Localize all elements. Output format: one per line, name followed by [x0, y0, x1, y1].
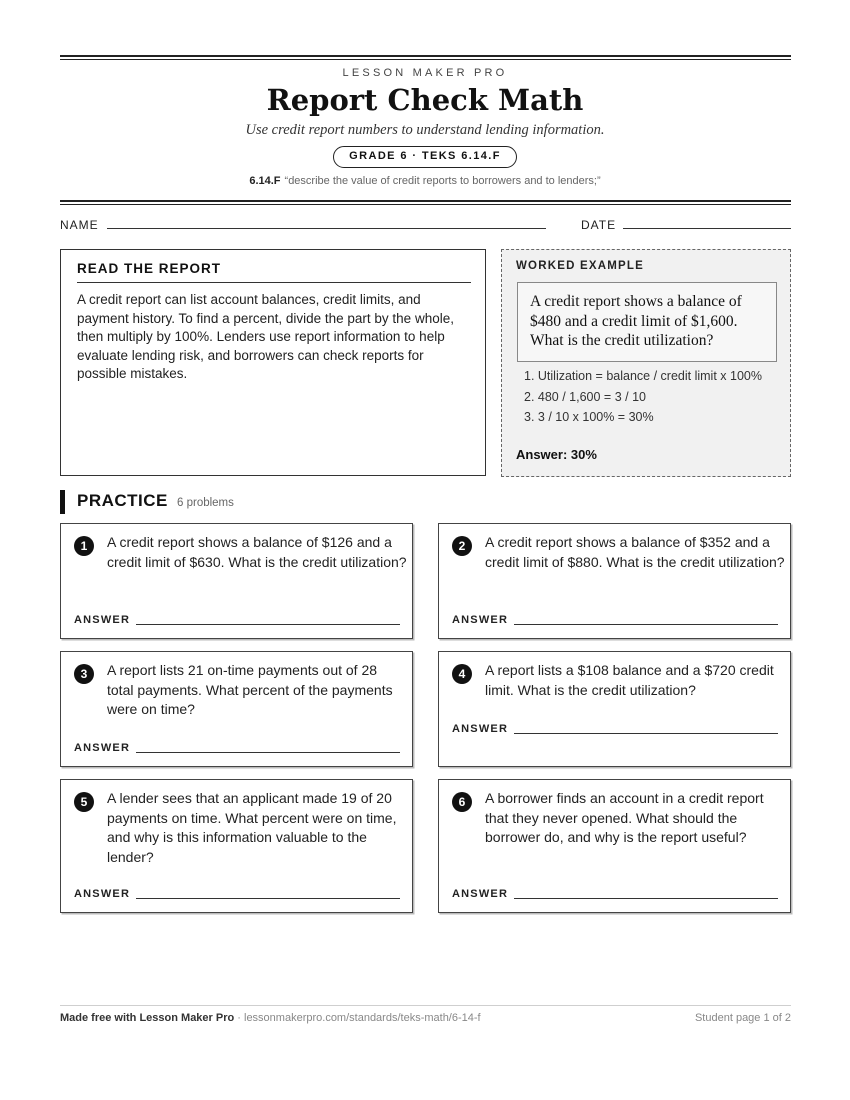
- name-field[interactable]: [107, 228, 546, 229]
- answer-field[interactable]: [514, 733, 778, 734]
- example-step: 2. 480 / 1,600 = 3 / 10: [524, 389, 646, 404]
- date-field[interactable]: [623, 228, 791, 229]
- footer-credit: [60, 1012, 481, 1024]
- answer-label: ANSWER: [74, 888, 131, 900]
- example-step: 3. 3 / 10 x 100% = 30%: [524, 410, 654, 424]
- problem-number: 4: [452, 664, 472, 684]
- practice-count: 6 problems: [177, 497, 234, 509]
- standard-code: 6.14.F: [249, 175, 281, 187]
- problem-text: A borrower finds an account in a credit report that they never opened. What should the borrower do, and why is the report useful?: [485, 790, 764, 845]
- footer-rule: [60, 1005, 791, 1006]
- problem-text: A credit report shows a balance of $126 and a credit limit of $630. What is the credit utilization?: [107, 534, 407, 570]
- example-steps: [524, 368, 774, 430]
- top-double-rule: [60, 55, 791, 60]
- answer-label: ANSWER: [452, 723, 509, 735]
- example-step: 1. Utilization = balance / credit limit x 100%: [524, 369, 762, 383]
- footer-made-by: Made free with Lesson Maker Pro: [60, 1012, 235, 1024]
- answer-field[interactable]: [136, 898, 400, 899]
- answer-field[interactable]: [514, 898, 778, 899]
- problem-number: 2: [452, 536, 472, 556]
- problem-card-6: [438, 779, 791, 913]
- answer-label: ANSWER: [452, 614, 509, 626]
- name-label: NAME: [60, 218, 99, 232]
- answer-field[interactable]: [136, 752, 400, 753]
- read-title: READ THE REPORT: [77, 261, 471, 283]
- problem-card-5: [60, 779, 413, 913]
- answer-field[interactable]: [514, 624, 778, 625]
- problem-number: 5: [74, 792, 94, 812]
- answer-label: ANSWER: [74, 614, 131, 626]
- problem-number: 3: [74, 664, 94, 684]
- page-title: Report Check Math: [266, 83, 584, 117]
- answer-label: ANSWER: [452, 888, 509, 900]
- read-the-report-box: [60, 249, 486, 476]
- problem-card-1: [60, 523, 413, 639]
- read-text: A credit report can list account balances, credit limits, and payment history. To find a percent, divide the part by the whole, then multiply by 100%. Lenders use report information to help evaluate lending risk, and borrowers can check reports for possible mistakes.: [77, 292, 454, 381]
- brand-name: LESSON MAKER PRO: [342, 67, 508, 79]
- practice-accent-bar: [60, 490, 65, 514]
- example-problem: A credit report shows a balance of $480 and a credit limit of $1,600. What is the credit utilization?: [517, 282, 777, 362]
- footer-page-number: Student page 1 of 2: [694, 1012, 791, 1024]
- standard-line: [0, 175, 850, 187]
- problem-text: A report lists a $108 balance and a $720 credit limit. What is the credit utilization?: [485, 662, 774, 698]
- practice-title: PRACTICE: [77, 491, 168, 510]
- problem-card-4: [438, 651, 791, 767]
- problem-number: 1: [74, 536, 94, 556]
- answer-label: ANSWER: [74, 742, 131, 754]
- problem-text: A lender sees that an applicant made 19 of 20 payments on time. What percent were on time, and why is this information valuable to the lender?: [107, 790, 397, 865]
- footer-url[interactable]: · lessonmakerpro.com/standards/teks-math/6-14-f: [237, 1012, 481, 1024]
- example-answer: Answer: 30%: [516, 447, 597, 462]
- page-subtitle: Use credit report numbers to understand lending information.: [245, 122, 605, 138]
- date-label: DATE: [581, 218, 617, 232]
- grade-badge: GRADE 6 · TEKS 6.14.F: [333, 146, 517, 168]
- standard-text: “describe the value of credit reports to borrowers and to lenders;”: [284, 175, 601, 187]
- worked-example-box: [501, 249, 791, 477]
- problem-card-3: [60, 651, 413, 767]
- example-title: WORKED EXAMPLE: [516, 260, 644, 272]
- problem-card-2: [438, 523, 791, 639]
- problem-text: A credit report shows a balance of $352 and a credit limit of $880. What is the credit utilization?: [485, 534, 785, 570]
- header-bottom-double-rule: [60, 200, 791, 205]
- problem-number: 6: [452, 792, 472, 812]
- answer-field[interactable]: [136, 624, 400, 625]
- problem-text: A report lists 21 on-time payments out of 28 total payments. What percent of the payments were on time?: [107, 662, 393, 717]
